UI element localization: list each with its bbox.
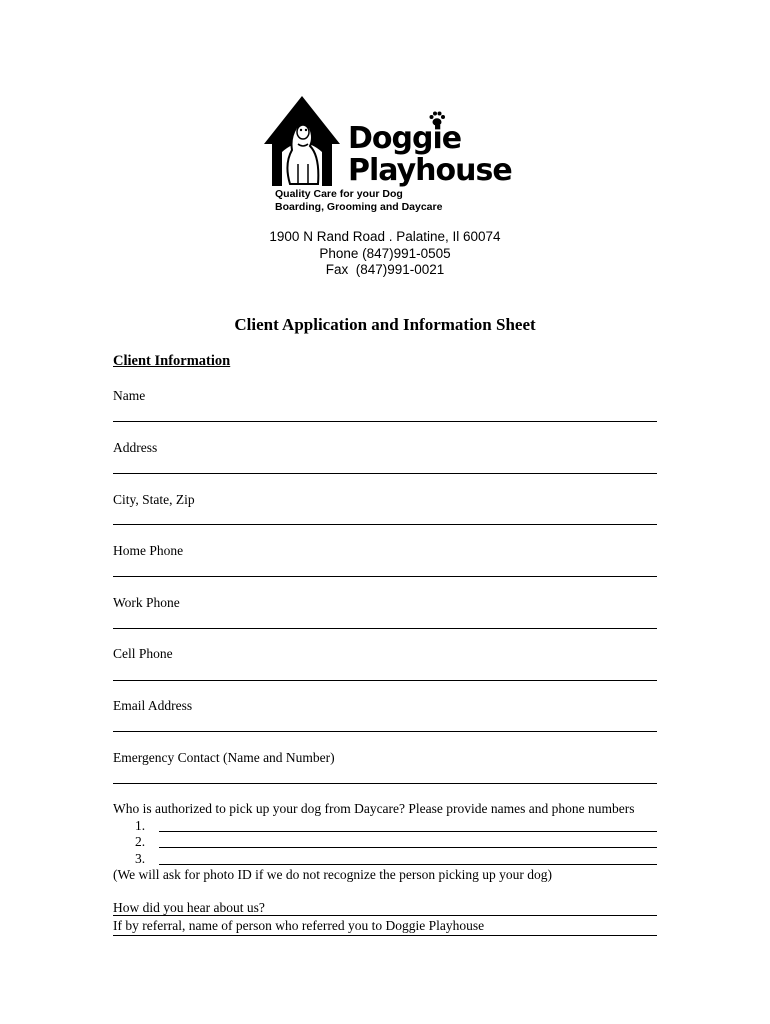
- cell-phone-field-line[interactable]: [113, 680, 657, 681]
- home-phone-label: Home Phone: [113, 543, 184, 558]
- emergency-contact-field-line[interactable]: [113, 783, 657, 784]
- pickup-line-3[interactable]: [159, 864, 657, 865]
- logo-name-line1: Doggie: [348, 121, 462, 156]
- section-title: Client Information: [113, 353, 231, 369]
- pickup-number-1: 1.: [135, 818, 146, 833]
- city-state-zip-field-line[interactable]: [113, 524, 657, 525]
- hear-about-field-line[interactable]: [113, 915, 657, 916]
- home-phone-field-line[interactable]: [113, 576, 657, 577]
- street-address: 1900 N Rand Road . Palatine, Il 60074: [269, 229, 501, 244]
- pickup-number-3: 3.: [135, 851, 146, 866]
- pickup-number-2: 2.: [135, 834, 146, 849]
- form-title: Client Application and Information Sheet: [234, 315, 536, 334]
- logo-tagline-1: Quality Care for your Dog: [275, 188, 403, 200]
- photo-id-note: (We will ask for photo ID if we do not recognize the person picking up your dog): [113, 867, 553, 882]
- work-phone-label: Work Phone: [113, 595, 180, 610]
- logo-name-line2: Playhouse: [348, 153, 512, 188]
- address-field-line[interactable]: [113, 473, 657, 474]
- email-field-line[interactable]: [113, 731, 657, 732]
- pickup-line-1[interactable]: [159, 831, 657, 832]
- company-logo: [262, 94, 512, 214]
- hear-about-label: How did you hear about us?: [113, 900, 265, 915]
- referral-field-line[interactable]: [113, 935, 657, 936]
- cell-phone-label: Cell Phone: [113, 646, 173, 661]
- emergency-contact-label: Emergency Contact (Name and Number): [113, 750, 335, 765]
- phone-number: Phone (847)991-0505: [319, 246, 451, 261]
- email-label: Email Address: [113, 698, 193, 713]
- address-label: Address: [113, 440, 158, 455]
- pickup-question: Who is authorized to pick up your dog from Daycare? Please provide names and phone numbers: [113, 801, 635, 816]
- logo-tagline-2: Boarding, Grooming and Daycare: [275, 201, 443, 213]
- referral-label: If by referral, name of person who referred you to Doggie Playhouse: [113, 918, 485, 933]
- work-phone-field-line[interactable]: [113, 628, 657, 629]
- name-field-line[interactable]: [113, 421, 657, 422]
- dog-house-icon: [262, 94, 352, 189]
- fax-number: Fax (847)991-0021: [325, 262, 445, 277]
- city-state-zip-label: City, State, Zip: [113, 492, 195, 507]
- pickup-line-2[interactable]: [159, 847, 657, 848]
- name-label: Name: [113, 388, 146, 403]
